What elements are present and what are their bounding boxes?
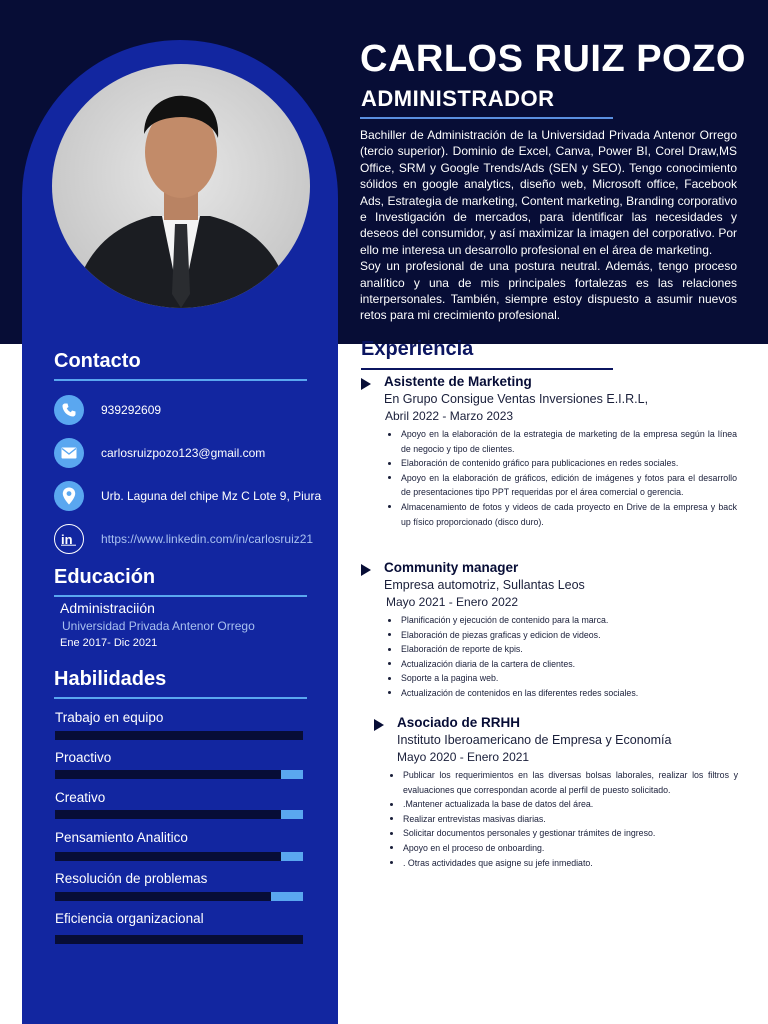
job-duty: Planificación y ejecución de contenido para la marca. xyxy=(385,613,737,628)
job-company: Instituto Iberoamericano de Empresa y Economía xyxy=(397,733,672,747)
job-duty: Actualización diaria de la cartera de clientes. xyxy=(385,657,737,672)
experience-divider xyxy=(361,368,613,370)
education-dates: Ene 2017- Dic 2021 xyxy=(60,637,158,649)
skill-label: Creativo xyxy=(55,790,106,805)
job-duty: Apoyo en el proceso de onboarding. xyxy=(387,841,738,856)
job-duty: . Otras actividades que asigne su jefe inmediato. xyxy=(387,856,738,871)
job-duties xyxy=(385,613,737,701)
skill-bar-fill xyxy=(55,731,303,740)
contact-linkedin xyxy=(54,524,313,554)
education-degree: Administraciión xyxy=(60,600,155,616)
arrow-right-icon xyxy=(361,378,371,390)
location-pin-icon xyxy=(54,481,84,511)
job-title: Asociado de RRHH xyxy=(397,715,521,730)
job-duty: Publicar los requerimientos en las diversas bolsas laborales, realizar los filtros y evaluaciones que correspondan acorde al perfil de puesto solicitado. xyxy=(387,768,738,797)
skills-heading: Habilidades xyxy=(54,668,167,690)
job-company: En Grupo Consigue Ventas Inversiones E.I.R.L, xyxy=(384,392,649,406)
skill-bar xyxy=(55,892,303,901)
skill-label: Resolución de problemas xyxy=(55,871,208,886)
job-title: Asistente de Marketing xyxy=(384,374,532,389)
skill-bar-fill xyxy=(55,810,281,819)
skill-bar-fill xyxy=(55,892,271,901)
job-duty: Soporte a la pagina web. xyxy=(385,671,737,686)
contact-address xyxy=(54,481,321,511)
linkedin-url[interactable]: https://www.linkedin.com/in/carlosruiz21 xyxy=(101,532,314,546)
address-text: Urb. Laguna del chipe Mz C Lote 9, Piura xyxy=(101,489,322,503)
skill-bar xyxy=(55,770,303,779)
job-duty: Apoyo en la elaboración de gráficos, edición de imágenes y fotos para el desarrollo de presentaciones tipo PPT requeridas por el área comercial o gerencia. xyxy=(385,471,737,500)
job-duty: Realizar entrevistas masivas diarias. xyxy=(387,812,738,827)
job-duty: Apoyo en la elaboración de la estrategia de marketing de la empresa según la línea de negocio y tipo de clientes. xyxy=(385,427,737,456)
person-silhouette-icon xyxy=(52,64,310,308)
job-company: Empresa automotriz, Sullantas Leos xyxy=(384,578,585,592)
skills-divider xyxy=(54,697,307,699)
contact-email xyxy=(54,438,265,468)
job-duties xyxy=(385,427,737,529)
contact-phone xyxy=(54,395,161,425)
job-duty: Actualización de contenidos en las diferentes redes sociales. xyxy=(385,686,737,701)
skill-bar xyxy=(55,935,303,944)
candidate-role: ADMINISTRADOR xyxy=(361,86,555,111)
job-duty: Elaboración de contenido gráfico para publicaciones en redes sociales. xyxy=(385,456,737,471)
contact-divider xyxy=(54,379,307,381)
experience-heading: Experiencia xyxy=(361,338,474,360)
phone-icon xyxy=(54,395,84,425)
skill-bar-fill xyxy=(55,852,281,861)
job-title: Community manager xyxy=(384,560,519,575)
email-address[interactable]: carlosruizpozo123@gmail.com xyxy=(101,446,266,460)
job-duty: Elaboración de reporte de kpis. xyxy=(385,642,737,657)
education-school: Universidad Privada Antenor Orrego xyxy=(62,619,255,633)
education-heading: Educación xyxy=(54,566,156,588)
skill-bar-fill xyxy=(55,935,303,944)
education-divider xyxy=(54,595,307,597)
skill-label: Eficiencia organizacional xyxy=(55,911,204,926)
skill-bar xyxy=(55,810,303,819)
svg-text:in: in xyxy=(61,532,73,546)
skill-label: Trabajo en equipo xyxy=(55,710,164,725)
job-duty: .Mantener actualizada la base de datos del área. xyxy=(387,797,738,812)
email-icon xyxy=(54,438,84,468)
job-duty: Almacenamiento de fotos y videos de cada proyecto en Drive de la empresa y back up físico proporcionado (disco duro). xyxy=(385,500,737,529)
skill-label: Proactivo xyxy=(55,750,112,765)
role-divider xyxy=(360,117,613,119)
job-duty: Solicitar documentos personales y gestionar trámites de ingreso. xyxy=(387,826,738,841)
job-entry xyxy=(361,374,737,529)
profile-summary: Bachiller de Administración de la Universidad Privada Antenor Orrego (tercio superior). Dominio de Excel, Canva, Power BI, Corel Draw,MS Office, SRM y Google Trends/Ads (SEN y SEO). Tengo conocimiento sólidos en google analytics, diseño web, Microsoft office, Facebook Ads, Estrategia de marketing, Content marketing, Branding corporativo e Investigación de mercados, para identificar las necesidades y deseos del consumidor, y así maximizar la imagen del corporativo. Por ello me interesa un desarrollo profesional en el área de marketing. Soy un profesional de una postura neutral. Además, tengo proceso analítico y una de mis principales fortalezas es las relaciones interpersonales. También, siempre estoy dispuesto a asumir nuevos retos para mi crecimiento profesional. xyxy=(360,128,737,323)
skill-bar-fill xyxy=(55,770,281,779)
skill-bar xyxy=(55,852,303,861)
phone-number[interactable]: 939292609 xyxy=(101,403,162,417)
arrow-right-icon xyxy=(361,564,371,576)
job-duties xyxy=(387,768,738,870)
skill-label: Pensamiento Analitico xyxy=(55,830,188,845)
job-dates: Abril 2022 - Marzo 2023 xyxy=(385,409,514,423)
job-entry xyxy=(374,715,738,870)
job-duty: Elaboración de piezas graficas y edicion de videos. xyxy=(385,628,737,643)
skill-bar xyxy=(55,731,303,740)
job-dates: Mayo 2020 - Enero 2021 xyxy=(397,750,530,764)
arrow-right-icon xyxy=(374,719,384,731)
job-entry xyxy=(361,560,737,701)
profile-photo xyxy=(52,64,310,308)
contact-heading: Contacto xyxy=(54,350,141,372)
linkedin-icon xyxy=(54,524,84,554)
candidate-name: CARLOS RUIZ POZO xyxy=(360,38,746,80)
job-dates: Mayo 2021 - Enero 2022 xyxy=(386,595,519,609)
